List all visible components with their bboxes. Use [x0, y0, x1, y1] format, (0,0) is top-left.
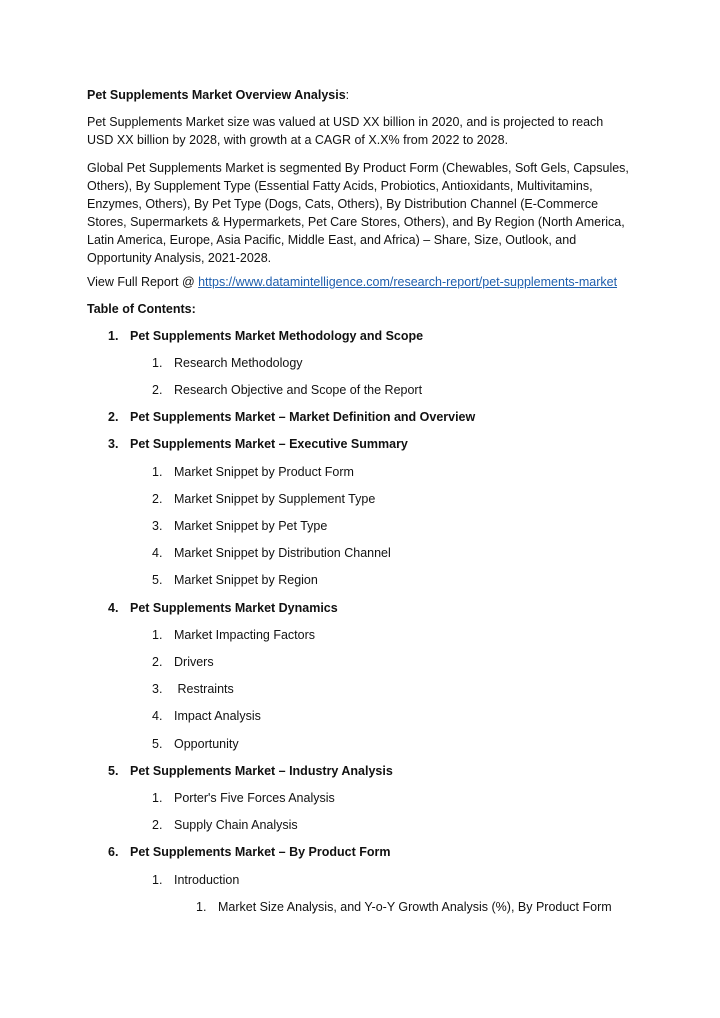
toc-item-number: 2.	[152, 818, 163, 832]
toc-section-6	[108, 843, 390, 861]
toc-item-text: Impact Analysis	[174, 709, 261, 723]
toc-item-number: 4.	[152, 709, 163, 723]
toc-section-1	[108, 327, 423, 345]
toc-subitem	[196, 898, 612, 916]
toc-section-4	[108, 599, 338, 617]
toc-section-number: 5.	[108, 764, 119, 778]
full-report-label: View Full Report @	[87, 275, 199, 289]
toc-item-text: Drivers	[174, 655, 214, 669]
overview-heading: Pet Supplements Market Overview Analysis	[87, 88, 346, 102]
toc-item-text: Market Snippet by Pet Type	[174, 519, 328, 533]
toc-section-number: 2.	[108, 410, 119, 424]
market-size-paragraph: Pet Supplements Market size was valued at USD XX billion in 2020, and is projected to reach USD XX billion by 2028, with growth at a CAGR of X.X% from 2022 to 2028.	[87, 115, 604, 147]
toc-item-text: Introduction	[174, 873, 240, 887]
toc-item	[152, 354, 303, 372]
toc-item	[152, 680, 234, 698]
toc-item	[152, 381, 422, 399]
toc-item-text: Market Snippet by Region	[174, 573, 318, 587]
toc-item	[152, 544, 391, 562]
toc-section-number: 3.	[108, 437, 119, 451]
toc-item-text: Market Snippet by Supplement Type	[174, 492, 376, 506]
toc-item-number: 1.	[152, 628, 163, 642]
toc-section-number: 6.	[108, 845, 119, 859]
toc-item-number: 1.	[152, 465, 163, 479]
toc-section-title: Pet Supplements Market – Market Definition and Overview	[130, 410, 476, 424]
full-report-line	[87, 273, 632, 291]
toc-item	[152, 735, 239, 753]
toc-item-text: Market Snippet by Product Form	[174, 465, 354, 479]
toc-item	[152, 707, 261, 725]
toc-section-title: Pet Supplements Market – By Product Form	[130, 845, 391, 859]
toc-item-number: 3.	[152, 682, 163, 696]
toc-section-number: 1.	[108, 329, 119, 343]
toc-section-title: Pet Supplements Market Dynamics	[130, 601, 338, 615]
toc-item-number: 1.	[152, 791, 163, 805]
segmentation-paragraph: Global Pet Supplements Market is segmented By Product Form (Chewables, Soft Gels, Capsules, Others), By Supplement Type (Essential Fatty Acids, Probiotics, Antioxidants, Multivitamins, Enzymes, Others), By Pet Type (Dogs, Cats, Others), By Distribution Channel (E-Commerce Stores, Supermarkets & Hypermarkets, Pet Care Stores, Others), and By Region (North America, Latin America, Europe, Asia Pacific, Middle East, and Africa) – Share, Size, Outlook, and Opportunity Analysis, 2021-2028.	[87, 161, 629, 265]
overview-heading-colon: :	[345, 88, 350, 102]
toc-subitem-number: 1.	[196, 900, 207, 914]
toc-item-text: Market Impacting Factors	[174, 628, 316, 642]
toc-item-text: Restraints	[174, 682, 234, 696]
full-report-link[interactable]: https://www.datamintelligence.com/research-report/pet-supplements-market	[198, 275, 618, 289]
toc-item-text: Opportunity	[174, 737, 239, 751]
toc-item-number: 5.	[152, 737, 163, 751]
overview-heading-line	[87, 86, 632, 104]
toc-section-number: 4.	[108, 601, 119, 615]
toc-item	[152, 871, 239, 889]
toc-item	[152, 789, 335, 807]
toc-item-number: 1.	[152, 873, 163, 887]
toc-section-3	[108, 435, 408, 453]
toc-item	[152, 490, 375, 508]
toc-item	[152, 626, 315, 644]
toc-item-text: Research Methodology	[174, 356, 303, 370]
toc-section-5	[108, 762, 393, 780]
toc-item-number: 1.	[152, 356, 163, 370]
toc-item-number: 5.	[152, 573, 163, 587]
toc-section-2	[108, 408, 475, 426]
toc-item	[152, 816, 298, 834]
toc-subitem-text: Market Size Analysis, and Y-o-Y Growth Analysis (%), By Product Form	[218, 900, 612, 914]
toc-section-title: Pet Supplements Market – Executive Summary	[130, 437, 408, 451]
toc-item	[152, 463, 354, 481]
toc-item	[152, 571, 318, 589]
toc-item	[152, 653, 214, 671]
toc-title: Table of Contents:	[87, 302, 196, 316]
toc-section-title: Pet Supplements Market Methodology and Scope	[130, 329, 424, 343]
toc-item-number: 4.	[152, 546, 163, 560]
toc-item-number: 2.	[152, 492, 163, 506]
toc-item-number: 3.	[152, 519, 163, 533]
toc-item	[152, 517, 327, 535]
toc-item-text: Supply Chain Analysis	[174, 818, 298, 832]
toc-item-text: Porter's Five Forces Analysis	[174, 791, 335, 805]
toc-item-number: 2.	[152, 655, 163, 669]
toc-item-number: 2.	[152, 383, 163, 397]
toc-item-text: Research Objective and Scope of the Report	[174, 383, 423, 397]
toc-section-title: Pet Supplements Market – Industry Analysis	[130, 764, 393, 778]
toc-item-text: Market Snippet by Distribution Channel	[174, 546, 391, 560]
